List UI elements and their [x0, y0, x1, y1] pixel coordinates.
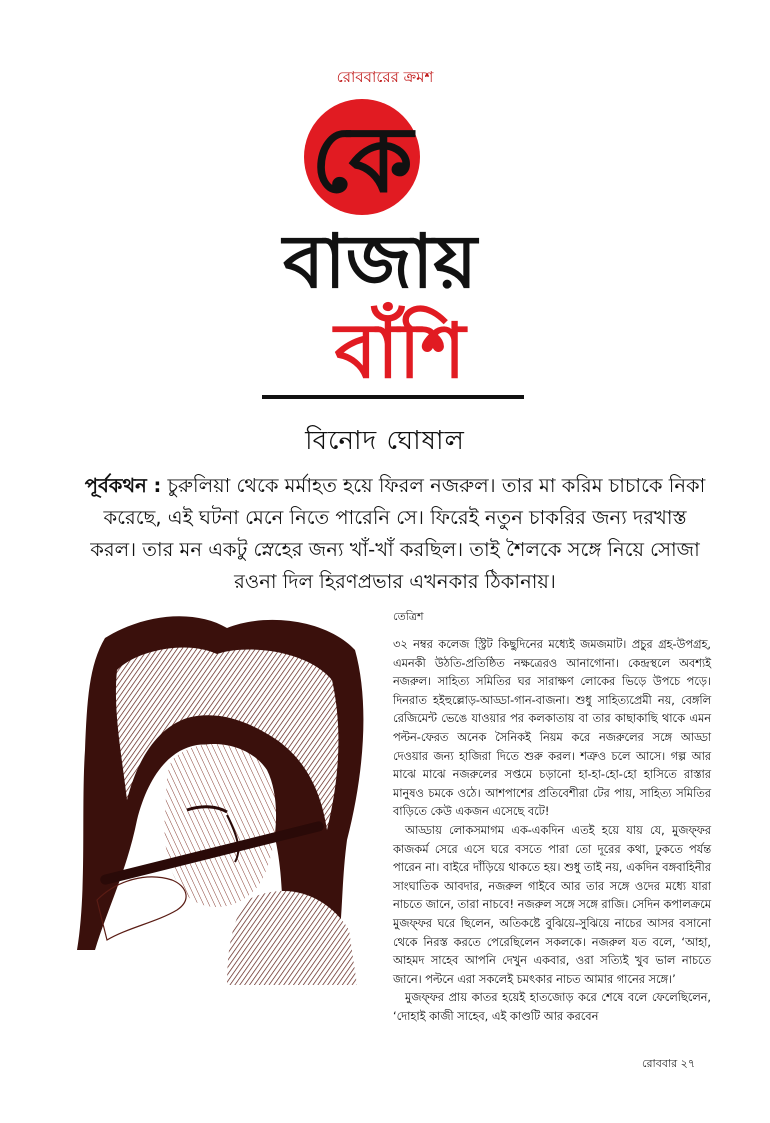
synopsis-text: চুরুলিয়া থেকে মর্মাহত হয়ে ফিরল নজরুল। তার মা করিম চাচাকে নিকা করেছে, এই ঘটনা মেনে নিতে পারেনি সে। ফিরেই নতুন চাকরির জন্য দরখাস্ত করল। তার মন একটু স্নেহের জন্য খাঁ-খাঁ করছিল। তাই শৈলকে সঙ্গে নিয়ে সোজা রওনা দিল হিরণপ্রভার এখনকার ঠিকানায়। — [90, 474, 706, 593]
chapter-number: তেত্রিশ — [393, 610, 424, 623]
logo-word-1: কে — [311, 106, 413, 213]
portrait-illustration — [77, 610, 367, 985]
face-shadow — [164, 744, 276, 907]
section-kicker: রোববারের ক্রমশ — [336, 68, 434, 86]
title-logo — [250, 95, 540, 405]
title-underline — [262, 395, 524, 399]
synopsis-lead: পূর্বকথন : — [84, 474, 162, 497]
author-name: বিনোদ ঘোষাল — [305, 426, 465, 456]
logo-word-3: বাঁশি — [334, 306, 466, 395]
synopsis — [80, 470, 710, 598]
paragraph-1: ৩২ নম্বর কলেজ স্ট্রিট কিছুদিনের মধ্যেই জমজমাট। প্রচুর গ্রহ-উপগ্রহ, এমনকী উঠতি-প্রতিষ্ঠিত নক্ষত্রেরও আনাগোনা। কেন্দ্রস্থলে অবশ্যই নজরুল। সাহিত্য সমিতির ঘর সারাক্ষণ লোকের ভিড়ে উপচে পড়ে। দিনরাত হইহুল্লোড়-আড্ডা-গান-বাজনা। শুধু সাহিত্যপ্রেমী নয়, বেঙ্গলি রেজিমেন্ট ভেঙে যাওয়ার পর কলকাতায় বা তার কাছাকাছি থাকে এমন পল্টন-ফেরত অনেক সৈনিকই নিয়ম করে নজরুলের সঙ্গে আড্ডা দেওয়ার জন্য হাজিরা দিতে শুরু করল। শত্রুও চলে আসে। গল্প আর মাঝে মাঝে নজরুলের সপ্তমে চড়ানো হা-হা-হো-হো হাসিতে রাস্তার মানুষও চমকে ওঠে। আশপাশের প্রতিবেশীরা টের পায়, সাহিত্য সমিতির বাড়িতে কেউ একজন এসেছে বটে! — [393, 638, 711, 819]
paragraph-2: আড্ডায় লোকসমাগম এক-একদিন এতই হয়ে যায় যে, মুজফ্‌ফর কাজকর্ম সেরে এসে ঘরে বসতে পারা তো দূরের কথা, ঢুকতে পর্যন্ত পারেন না। বাইরে দাঁড়িয়ে থাকতে হয়। শুধু তাই নয়, একদিন বঙ্গবাহিনীর সাংঘাতিক আবদার, নজরুল গাইবে আর তার সঙ্গে ওদের মধ্যে যারা নাচতে জানে, তারা নাচবে! নজরুল সঙ্গে সঙ্গে রাজি। সেদিন কপালক্রমে মুজফ্‌ফর ঘরে ছিলেন, অতিকষ্টে বুঝিয়ে-সুঝিয়ে নাচের আসর বসানো থেকে নিরস্ত করতে পেরেছিলেন সকলকে। নজরুল যত বলে, ‘আহা, আহমদ সাহেব আপনি দেখুন একবার, ওরা সত্যিই খুব ভাল নাচতে জানে। পল্টনে এরা সকলেই চমৎকার নাচত আমার গানের সঙ্গে।’ — [393, 823, 711, 986]
page-footer: রোববার ২৭ — [642, 1057, 695, 1070]
article-body — [393, 636, 711, 1026]
paragraph-3: মুজফ্‌ফর প্রায় কাতর হয়েই হাতজোড় করে শেষে বলে ফেলেছিলেন, ‘দোহাই কাজী সাহেব, এই কাণ্ডটি আর করবেন — [393, 991, 711, 1023]
logo-word-2: বাজায় — [283, 219, 477, 305]
